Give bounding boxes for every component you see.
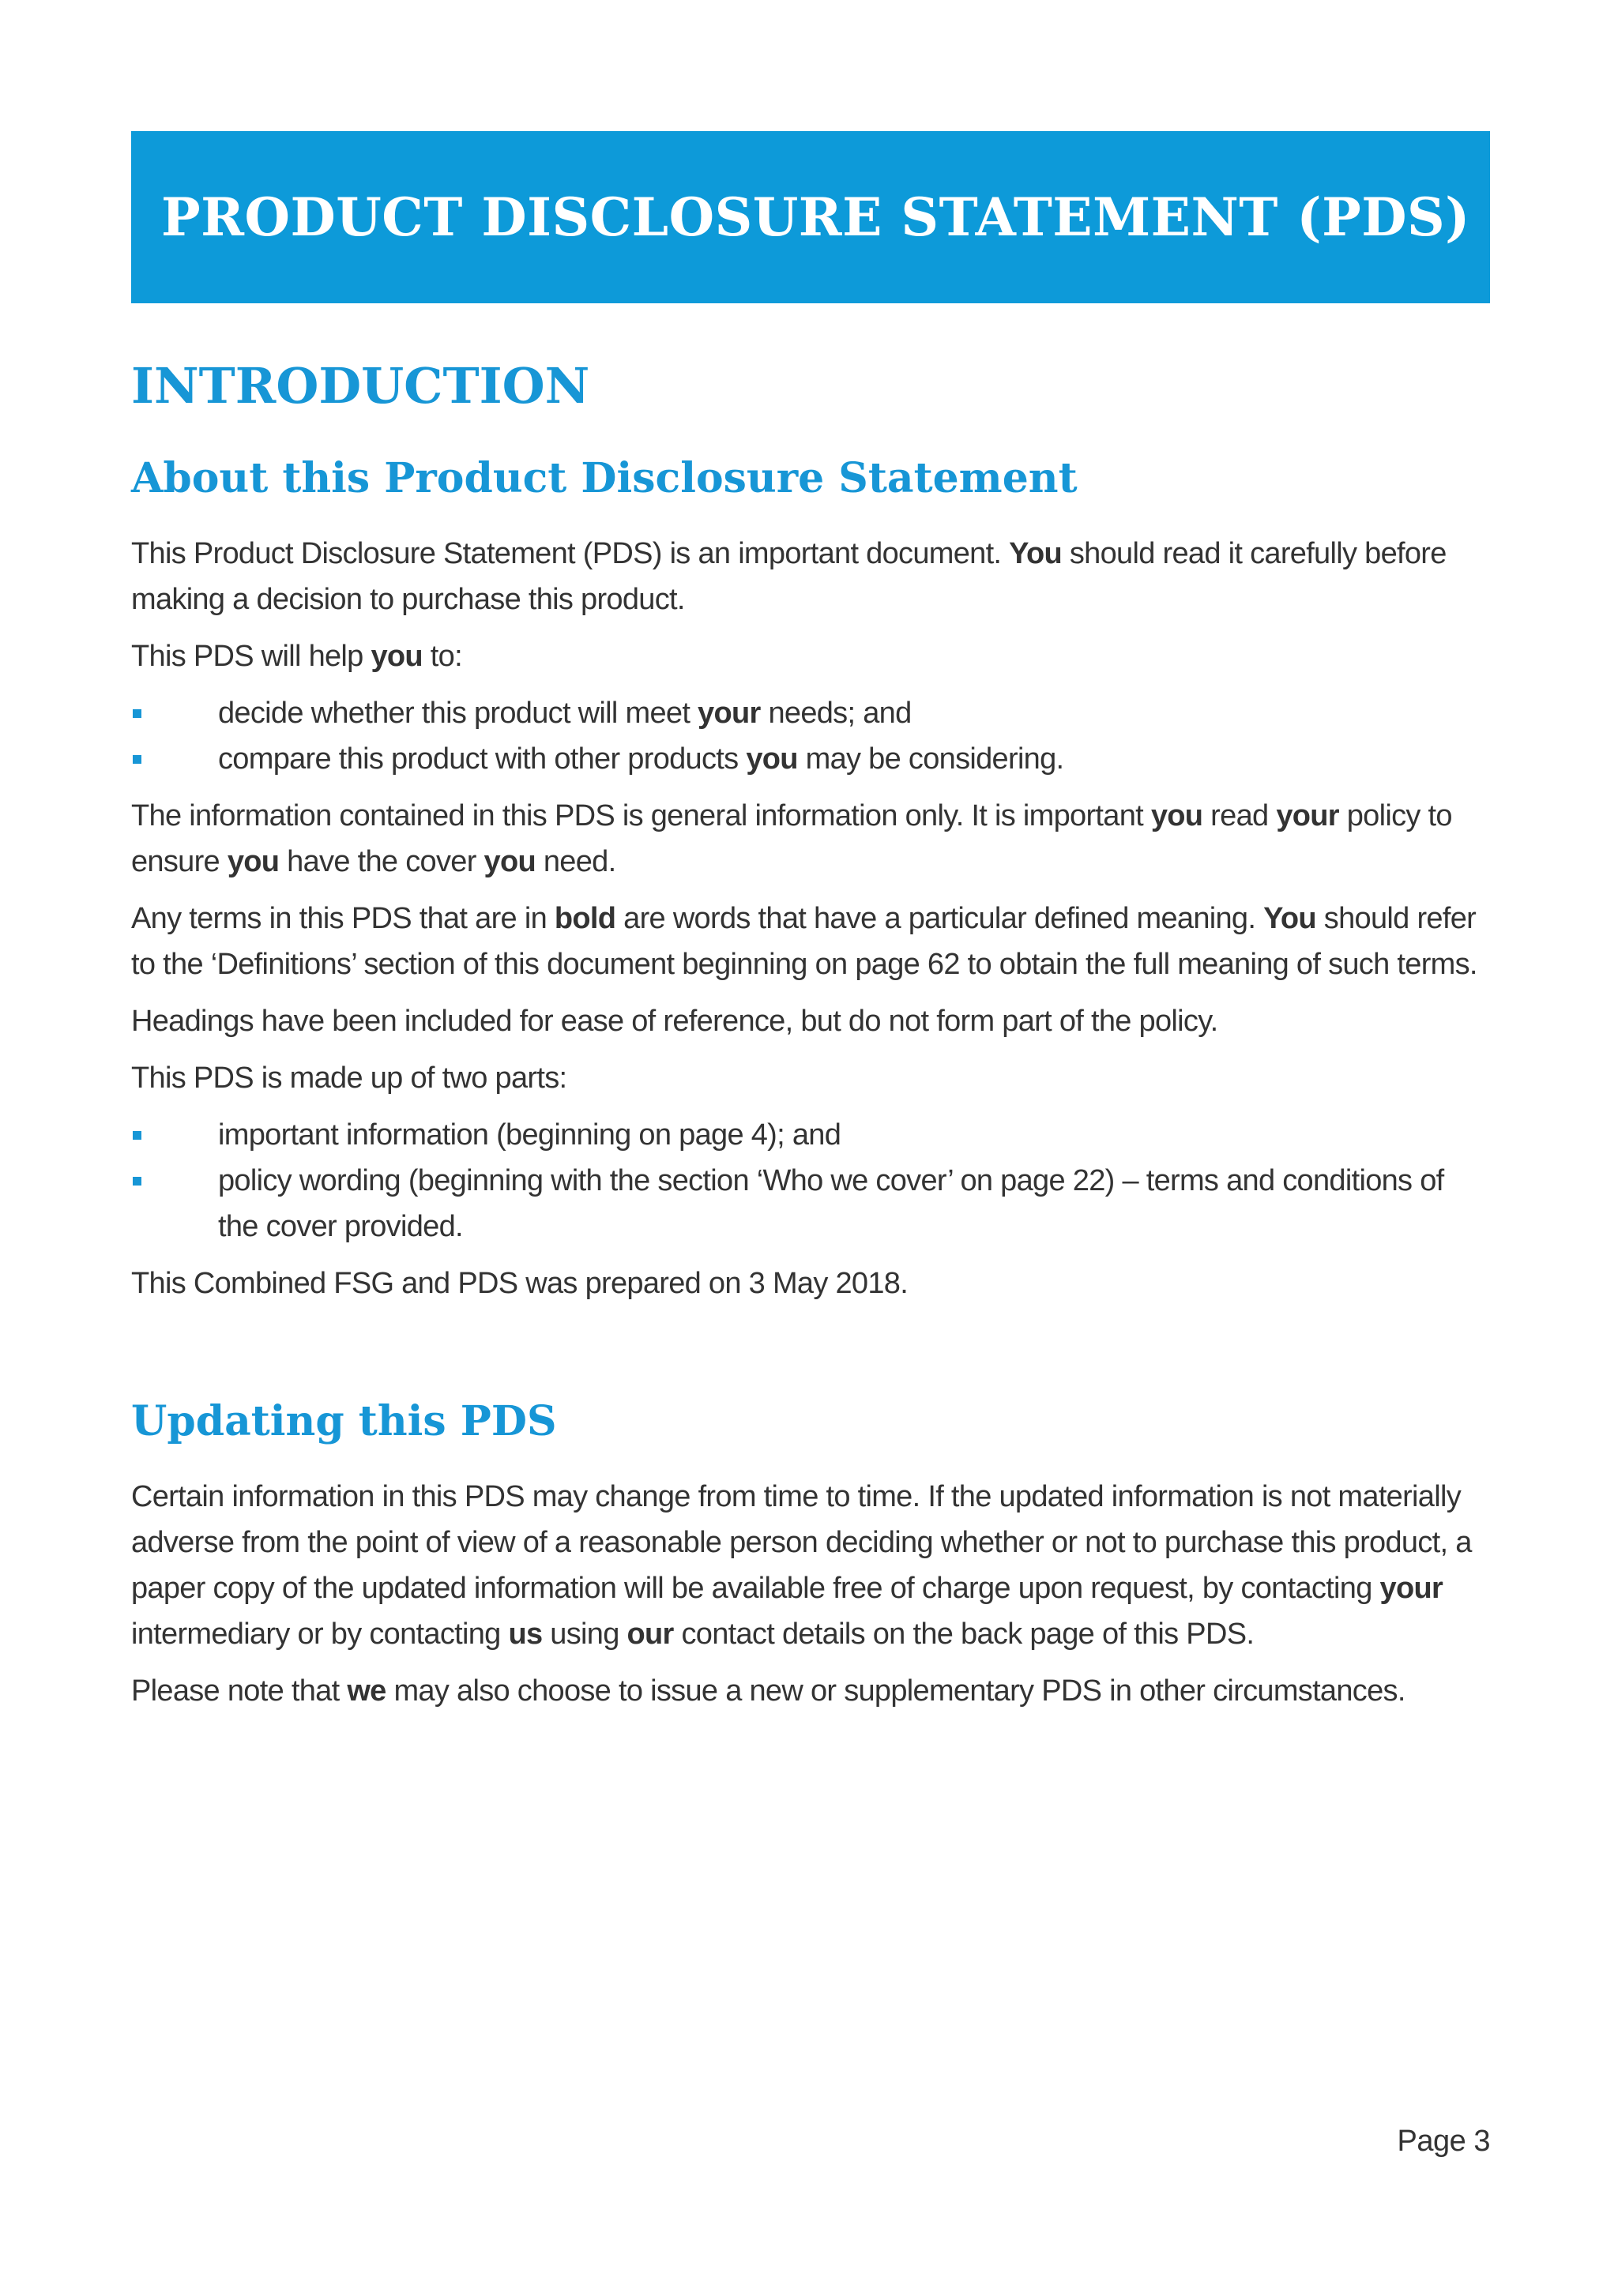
bullet-square-icon bbox=[133, 1177, 141, 1186]
document-title: PRODUCT DISCLOSURE STATEMENT (PDS) bbox=[161, 186, 1470, 248]
about-paragraph-5: Headings have been included for ease of reference, but do not form part of the policy. bbox=[131, 1005, 1218, 1038]
page-number: Page 3 bbox=[1397, 2125, 1490, 2158]
bullet-square-icon bbox=[133, 755, 141, 764]
about-paragraph-4: Any terms in this PDS that are in bold are words that have a particular defined meaning. You should refer to the ‘Definitions’ section of this document beginning on page 62 to obtain the full meaning of such terms. bbox=[131, 902, 1477, 981]
introduction-heading: INTRODUCTION bbox=[131, 357, 590, 415]
about-pds-heading: About this Product Disclosure Statement bbox=[131, 454, 1078, 502]
about-paragraph-7: This Combined FSG and PDS was prepared on 3 May 2018. bbox=[131, 1267, 909, 1300]
about-paragraph-3: The information contained in this PDS is general information only. It is important you read your policy to ensure you have the cover you need. bbox=[131, 799, 1452, 878]
list-item: policy wording (beginning with the section ‘Who we cover’ on page 22) – terms and conditions of the cover provided. bbox=[131, 1158, 1490, 1249]
title-banner bbox=[131, 131, 1490, 303]
pds-parts-list bbox=[131, 1112, 1490, 1249]
main-content bbox=[131, 352, 1490, 1725]
bullet-square-icon bbox=[133, 1131, 141, 1140]
pds-purpose-list bbox=[131, 690, 1490, 782]
bullet-square-icon bbox=[133, 709, 141, 718]
updating-paragraph-2: Please note that we may also choose to issue a new or supplementary PDS in other circumstances. bbox=[131, 1674, 1405, 1708]
list-item: compare this product with other products you may be considering. bbox=[131, 736, 1490, 782]
about-paragraph-6: This PDS is made up of two parts: bbox=[131, 1062, 567, 1095]
list-item: important information (beginning on page 4); and bbox=[131, 1112, 1490, 1158]
about-paragraph-2: This PDS will help you to: bbox=[131, 640, 462, 673]
updating-pds-heading: Updating this PDS bbox=[131, 1397, 557, 1445]
updating-paragraph-1: Certain information in this PDS may change from time to time. If the updated information is not materially adverse from the point of view of a reasonable person deciding whether or not to purchase this product, a paper copy of the updated information will be available free of charge upon request, by contacting your intermediary or by contacting us using our contact details on the back page of this PDS. bbox=[131, 1480, 1472, 1651]
about-paragraph-1: This Product Disclosure Statement (PDS) is an important document. You should read it carefully before making a decision to purchase this product. bbox=[131, 537, 1447, 616]
list-item: decide whether this product will meet your needs; and bbox=[131, 690, 1490, 736]
